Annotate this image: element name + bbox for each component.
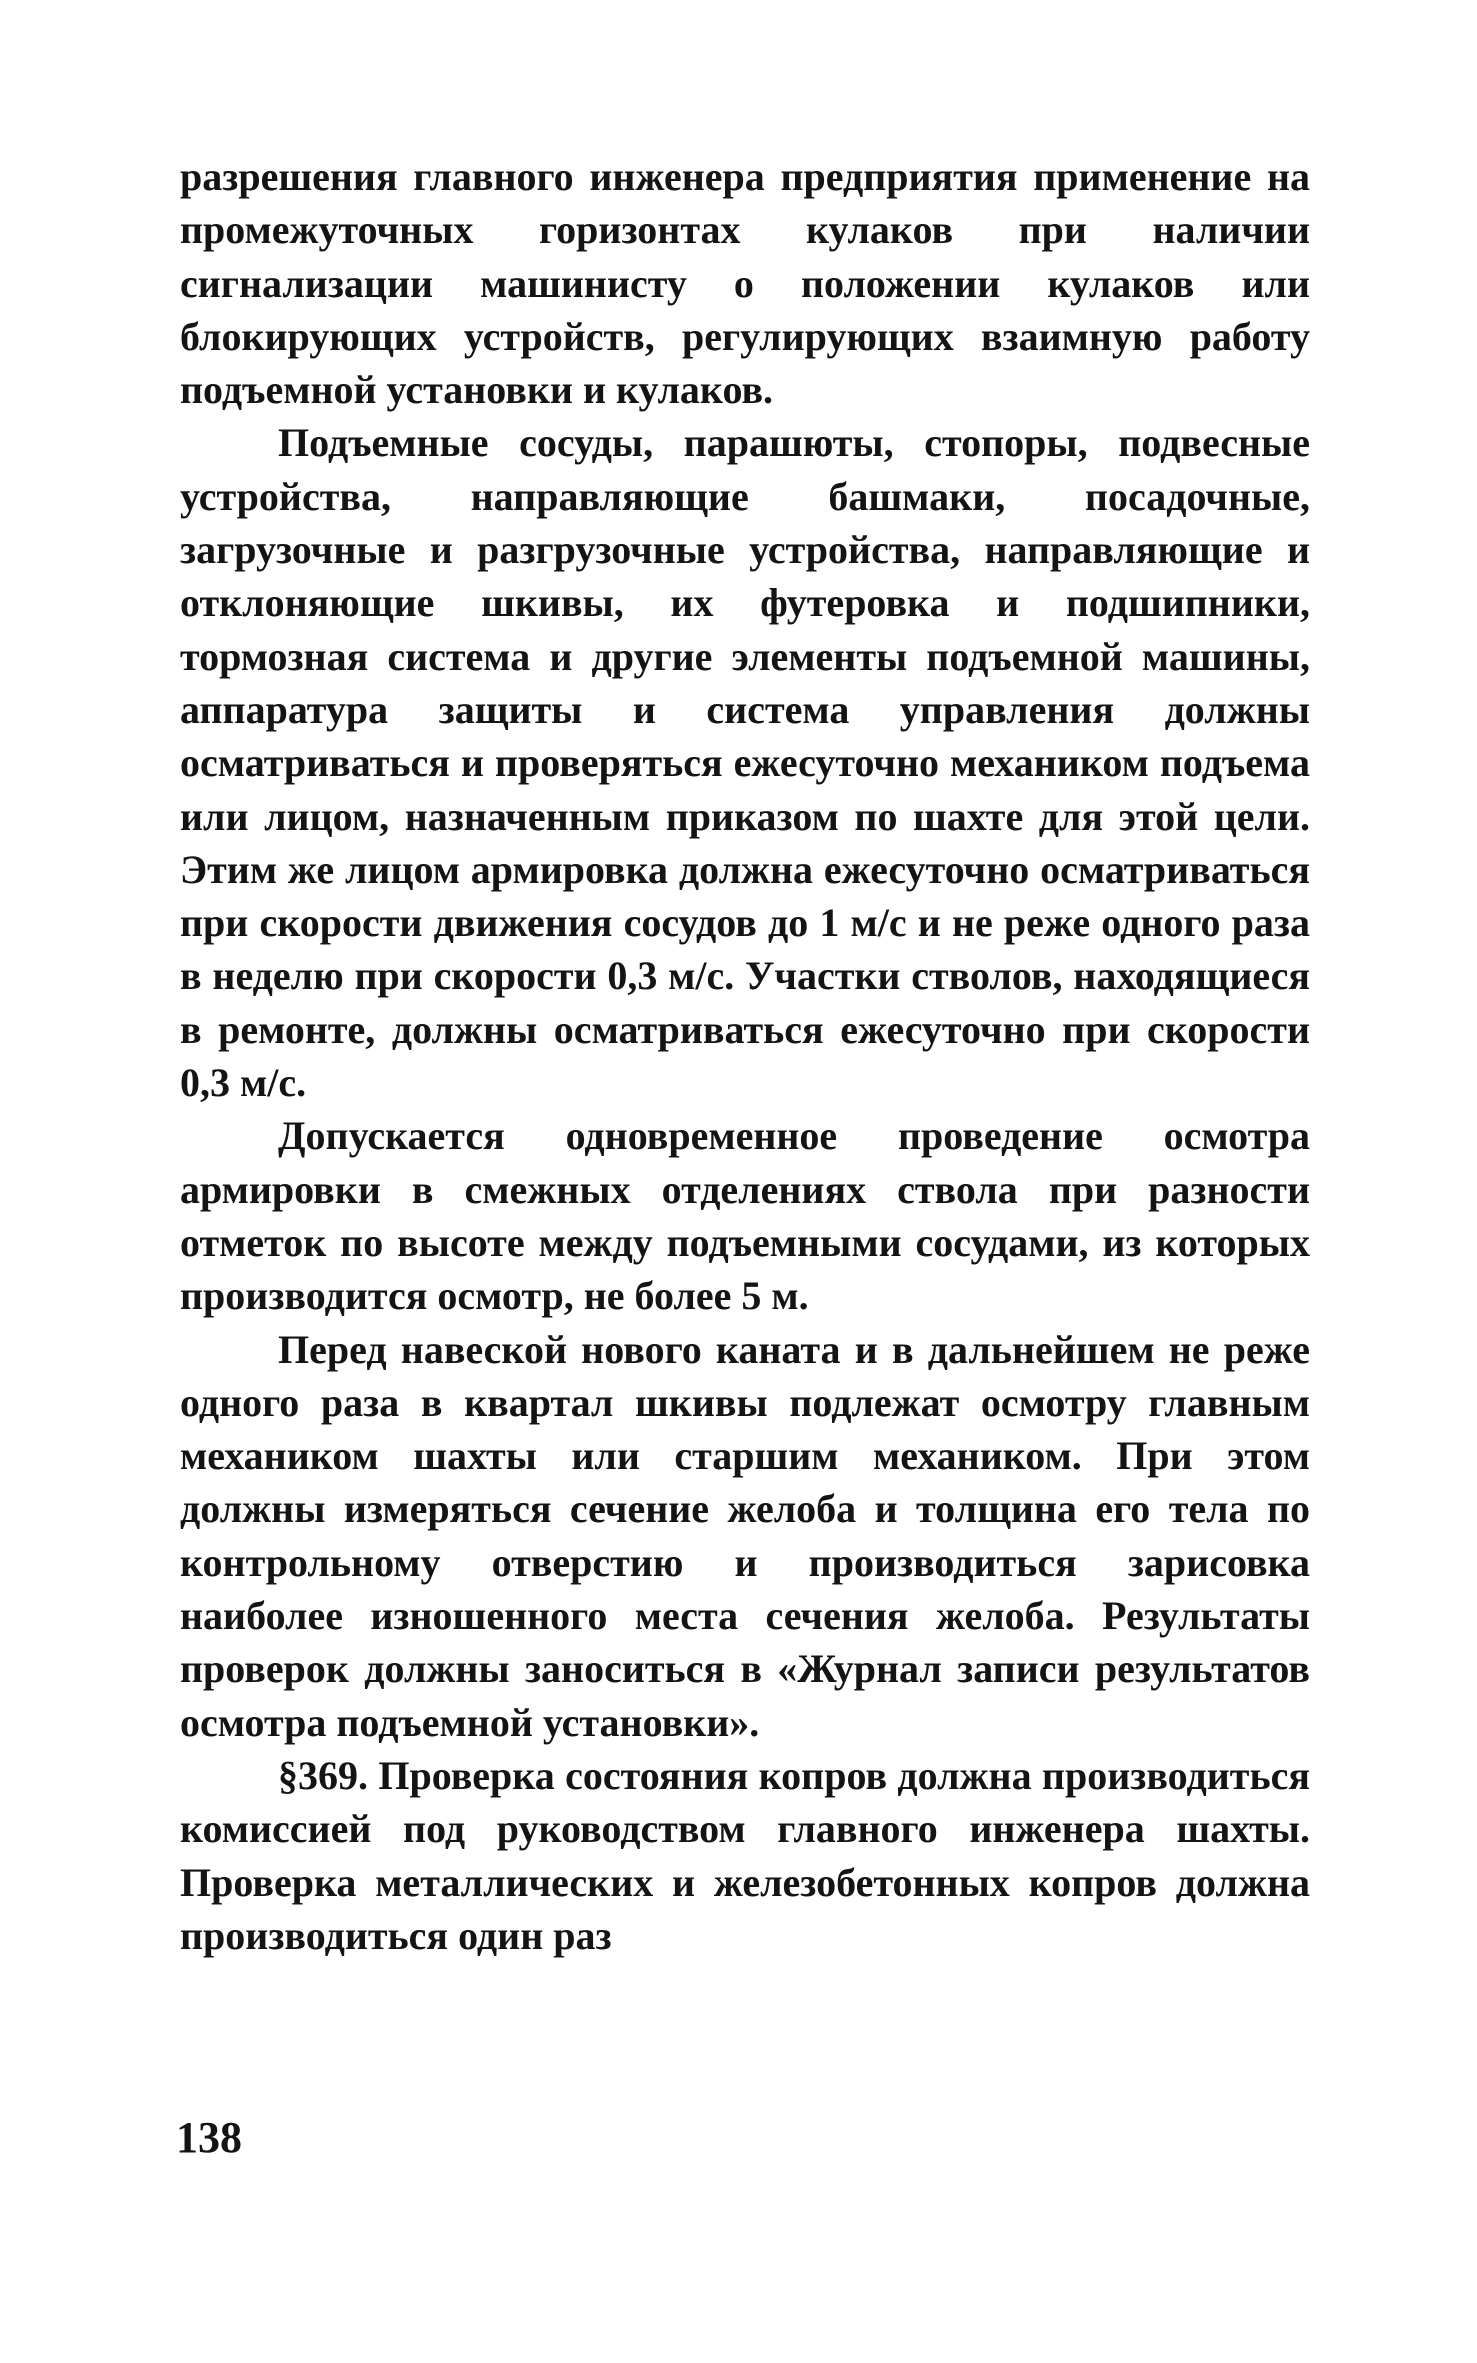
paragraph-3: Допускается одновременное проведение осмотра армировки в смежных отделениях ствола при разности отметок по высоте между подъемными сосудами, из которых производится осмотр, не более 5 м. xyxy=(180,1113,1310,1319)
paragraph-5: §369. Проверка состояния копров должна производиться комиссией под руководством главного инженера шахты. Проверка металлических и железобетонных копров должна производиться один раз xyxy=(180,1752,1310,1958)
body-text xyxy=(180,150,1310,1962)
paragraph-2: Подъемные сосуды, парашюты, стопоры, подвесные устройства, направляющие башмаки, посадочные, загрузочные и разгрузочные устройства, направляющие и отклоняющие шкивы, их футеровка и подшипники, тормозная система и другие элементы подъемной машины, аппаратура защиты и система управления должны осматриваться и проверяться ежесуточно механиком подъема или лицом, назначенным приказом по шахте для этой цели. Этим же лицом армировка должна ежесуточно осматриваться при скорости движения сосудов до 1 м/с и не реже одного раза в неделю при скорости 0,3 м/с. Участки стволов, находящиеся в ремонте, должны осматриваться ежесуточно при скорости 0,3 м/с. xyxy=(180,420,1310,1106)
page-number: 138 xyxy=(176,2113,242,2162)
paragraph-1: разрешения главного инженера предприятия применение на промежуточных горизонтах кулаков при наличии сигнализации машинисту о положении кулаков или блокирующих устройств, регулирующих взаимную работу подъемной установки и кулаков. xyxy=(180,154,1310,413)
paragraph-4: Перед навеской нового каната и в дальнейшем не реже одного раза в квартал шкивы подлежат осмотру главным механиком шахты или старшим механиком. При этом должны измеряться сечение желоба и толщина его тела по контрольному отверстию и производиться зарисовка наиболее изношенного места сечения желоба. Результаты проверок должны заноситься в «Журнал записи результатов осмотра подъемной установки». xyxy=(180,1326,1310,1745)
